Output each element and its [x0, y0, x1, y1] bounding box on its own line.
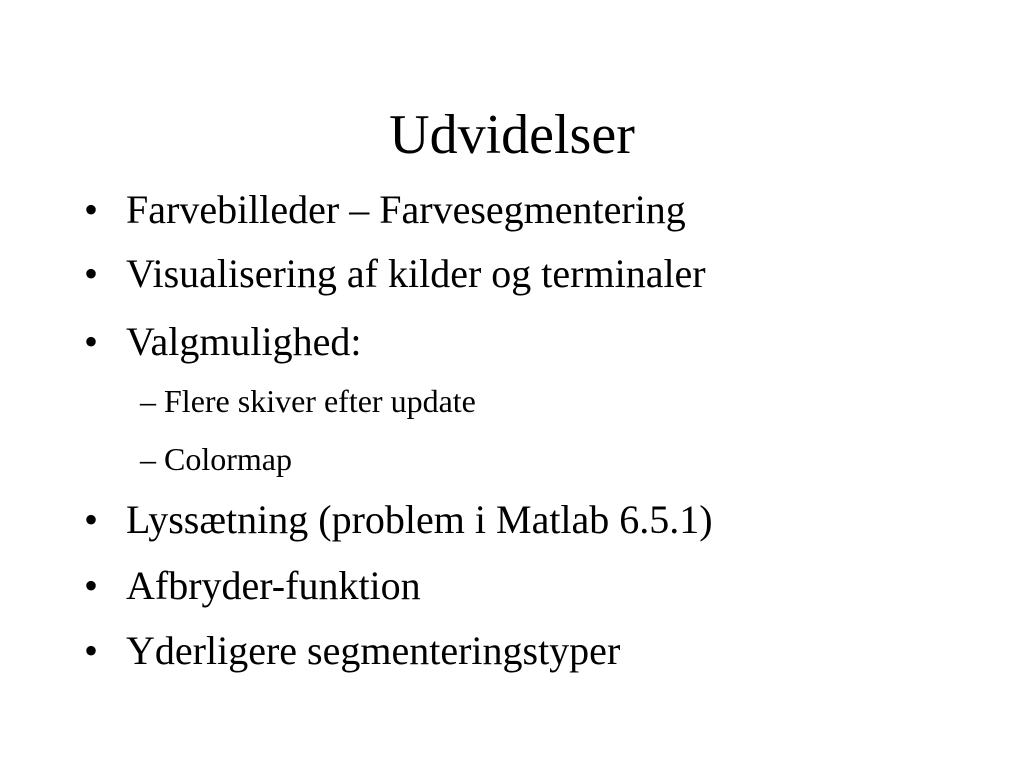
- sub-item: [140, 439, 292, 479]
- sub-item-text: – Colormap: [140, 441, 292, 477]
- bullet-text: Farvebilleder – Farvesegmentering: [126, 187, 686, 232]
- sub-item: [140, 381, 476, 421]
- sub-item-text: – Flere skiver efter update: [140, 383, 476, 419]
- bullet-text: Visualisering af kilder og terminaler: [126, 251, 706, 296]
- bullet-marker: •: [84, 497, 99, 542]
- bullet-marker: •: [84, 251, 99, 296]
- bullet-marker: •: [84, 319, 99, 364]
- bullet-marker: •: [84, 563, 99, 608]
- bullet-item: [84, 318, 362, 366]
- bullet-item: [84, 627, 620, 675]
- bullet-item: [84, 186, 686, 234]
- bullet-text: Yderligere segmenteringstyper: [126, 628, 621, 673]
- bullet-text: Valgmulighed:: [126, 319, 362, 364]
- bullet-item: [84, 496, 713, 544]
- bullet-marker: •: [84, 187, 99, 232]
- bullet-item: [84, 250, 706, 298]
- bullet-marker: •: [84, 628, 99, 673]
- bullet-item: [84, 562, 421, 610]
- bullet-text: Afbryder-funktion: [126, 563, 421, 608]
- bullet-text: Lyssætning (problem i Matlab 6.5.1): [126, 497, 713, 542]
- slide-title: Udvidelser: [389, 104, 635, 166]
